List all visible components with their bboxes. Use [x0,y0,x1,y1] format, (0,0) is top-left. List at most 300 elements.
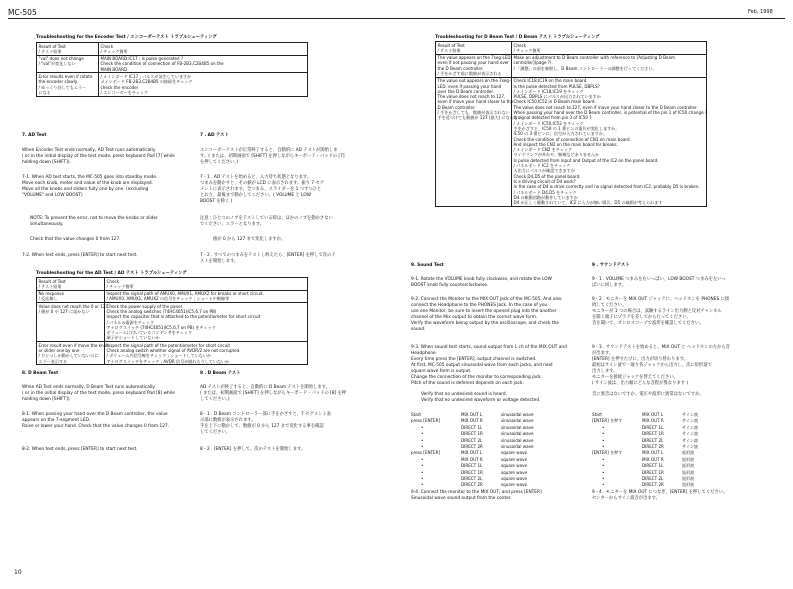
grid-cell: サイン波 [682,431,699,437]
cell-line: IC50 の 3 番ピンに、信号が入力されていますか。 [513,131,608,137]
check-cell [105,303,307,341]
text-line: す。( または、初期画面で [SHIFT] を押しながらキーボード・パッドの [7] [200,154,345,159]
dbeam-step-1 [22,412,169,430]
dbeam-intro-ja [200,385,346,403]
cell-line: / メインボード CN2 をチェック [513,147,573,153]
sound-step-2-ja [592,297,729,327]
text-line: Move each knob, meter and value of the knob are displayed. [22,181,153,186]
text-line: NOTE: To prevent the error, not to move the knobs or slider [30,216,158,221]
cell-line: / エンコーダーをチェック [100,89,149,95]
grid-cell: DIRECT 1R [461,431,483,437]
grid-cell: square wave [501,482,528,488]
text-line: 8-1. When passing your hand over the D Beam controller, the value [22,412,168,417]
grid-cell: MIX OUT L [642,450,664,456]
text-line: を押してください。) [200,160,239,165]
text-line: At first, MC-505 output sinusoidal wave from each jacks, and next [411,363,553,368]
text-line: ストを開始します。 [200,259,239,264]
cell-line: Check [106,278,120,284]
grid-cell: • [421,476,424,482]
grid-cell: square wave [501,469,528,475]
grid-cell: • [421,437,424,443]
grid-row [411,482,571,488]
grid-cell: Start [592,412,603,417]
page-number: 10 [14,569,22,576]
check-cell [512,55,706,77]
grid-cell: DIRECT 1L [461,424,483,430]
grid-cell: DIRECT 1L [642,463,664,469]
sound-test-heading: 9. Sound Test [411,263,444,268]
cell-line: Is pulse detected from input and Output of the IC2 on the panel board. [513,157,659,163]
grid-cell: • [602,463,605,469]
grid-cell: MIX OUT R [642,418,664,424]
cell-line: over the D Beam controller. [437,88,494,94]
text-line: 最初はサイン波で一通り各ジャックから出力し、次に矩形波で [592,363,712,368]
cell-line: / チェック箇所 [106,283,134,289]
cell-line: ボリュームに付いているコンデンサをチェック [106,330,193,336]
text-line: モニターを接続ジャックを替えてください。 [592,375,678,380]
cell-line: D4 が正しく駆動されていて、IC2 に入力が無い場合、D5 の破損が考えられます [513,200,663,206]
grid-cell: MIX OUT R [642,456,664,462]
cell-line: エラー表示する [38,358,68,364]
cell-line: PULSE, DBPLS にパルスが出力されていますか [513,94,601,100]
text-line: ( or in the initial display of the test mode, press keyboard Pad [8] while [22,391,175,396]
check-cell [512,78,709,206]
text-line: BOOST を除く ) [200,199,233,204]
table-row [37,290,307,303]
grid-cell: square wave [501,476,528,482]
cell-line: D4 の駆動回路が動作していますか [513,194,578,200]
cell-line: / 「調整」の項を参照し、D Beam コントローラーの調整を行ってください。 [513,65,657,71]
cell-line: / テスト結果 [38,48,62,54]
grid-cell: MIX OUT L [642,412,664,417]
grid-cell: DIRECT 2L [461,437,483,443]
cell-line: The value does not reach to 127, even if move your hand closer to the D Beam controller. [513,104,698,110]
dbeam-table-title: Troubleshooting for D Beam Test / D Beam テスト トラブルシューティング [435,35,600,40]
cell-line: Error result even if move the knob [38,342,109,348]
ad-test-intro-ja [200,148,345,166]
cell-line: Check the power supply of the panel [106,303,182,309]
table-row [37,302,307,341]
document-date: Feb, 1998 [748,9,773,15]
ad-table-title: Troubleshooting for the AD Test / AD テスト トラブルシューティング [36,271,187,276]
cell-line: Result of Test [38,278,66,284]
grid-cell: • [421,444,424,450]
cell-line: When passing your hand over the D Beam controller, is potential of the pin 1 of IC50 change ? [513,110,708,116]
cell-line: Result of Test [437,42,465,48]
text-line: AD テストが終了すると、自動的に D Beam テストを開始します。 [200,385,330,390]
text-line: が出ます。 [592,351,614,356]
sound-output-grid [411,412,571,489]
grid-cell: DIRECT 1R [461,469,483,475]
text-line: してください。) [200,397,230,402]
grid-cell: DIRECT 2L [642,437,664,443]
grid-cell: square wave [501,456,528,462]
cell-line: In the case of D4 is drive correctly and no signal detected from IC2, probably D5 is broken. [513,184,700,190]
text-line: とおり、最後まで動かしてください。( VOLUME と LOW [200,193,311,198]
cell-line: になる [38,89,51,95]
grid-cell: サイン波 [682,437,699,443]
cell-line: / メインボード IC50,IC52 をチェック [513,120,584,126]
text-line: "VOLUME" and LOW BOOST) [22,193,83,198]
result-cell [37,56,99,73]
cell-line: No response [38,291,64,297]
text-line: ( or in the initial display of the test mode, press keyboard Pad [7] while [22,154,175,159]
grid-cell: サイン波 [682,444,699,450]
grid-cell: DIRECT 2R [642,444,664,450]
result-cell [436,78,523,206]
cell-line: controller](page ?). [513,60,553,66]
sound-step-4-ja [592,490,727,502]
sound-step-3-ja [592,345,730,387]
grid-cell: [ENTER] を押す [592,418,623,424]
text-line: 7 - 1 . AD テストを始めると、入力待ち状態となります。 [200,175,312,180]
table-row [37,55,307,73]
grid-cell: MIX OUT R [461,456,483,462]
text-line: 手を上下に動かして、数値が 0 から 127 まで変化する事を確認 [200,424,324,429]
cell-line: Is the pulse detected from PULSE, DBPLS? [513,83,600,89]
cell-line: / AMUX0, AMUX1, AMUX2 の信号をチェック ; ショートや断線等 [106,296,230,302]
text-line: Headphone. [411,351,438,356]
grid-cell: sinusoidal wave [501,412,534,417]
grid-cell: • [421,456,424,462]
grid-cell: • [602,476,605,482]
grid-cell: sinusoidal wave [501,444,534,450]
grid-cell: MIX OUT R [461,418,483,424]
cell-line: Error results even if rotate [38,73,93,79]
table-row [37,341,307,364]
cell-line: / パネルボード IC2 をチェック [513,163,571,169]
dbeam-step-2-ja: 8 - 2 . [ENTER] を押して、次のテストを開始します。 [200,447,306,452]
text-line: メントに表示されます。全つまみ、スライダーを 1 つずつひと [200,187,322,192]
cell-line: 入出力にパルスが確認できますか [513,168,575,174]
text-line: channel of the Mix output to obtain the correct wave form. [411,315,538,320]
text-line: Every time press the [ENTER], output channel is switched. [411,357,537,362]
cell-line: Value does not reach the 0 or 127 [38,303,109,309]
check-cell [99,43,307,55]
dbeam-intro [22,385,175,403]
grid-cell: • [421,431,424,437]
cell-line: / 値が 0 や 127 に届かない [38,308,90,314]
grid-cell: DIRECT 1L [642,424,664,430]
text-line: sound. [411,327,426,332]
grid-cell: DIRECT 2L [642,476,664,482]
text-line: holding down [SHIFT]). [22,160,71,165]
grid-cell: • [602,424,605,430]
cell-line: / パネルボード D4,D5 をチェック [513,189,577,195]
ad-check-ja: 値が 0 から 127 まで変化しますか。 [213,237,286,242]
cell-line: 手をかざすと、IC50 の 1 番ピンの電位が変化しますか。 [513,125,620,131]
text-line: Verify that no undesired sound is heard. [421,392,508,397]
grid-cell: • [602,482,605,488]
result-cell [37,278,105,290]
cell-line: Check [513,42,527,48]
text-line: センターからサイン波音が出ます。 [592,496,660,501]
grid-cell: • [602,444,605,450]
grid-cell: • [421,463,424,469]
table-row [436,54,706,77]
grid-cell: sinusoidal wave [501,431,534,437]
text-line: simultaneously. [30,222,64,227]
cell-line: 端子がショートしていないか [106,335,160,341]
cell-line: Result of Test [38,43,66,49]
dbeam-step-1-ja [200,412,331,436]
grid-cell: Start [411,412,422,417]
cell-line: / チェック箇所 [100,48,128,54]
cell-line: アナログスイッチ (74HC4051)IC5,6,7 on PB) をチェック [106,324,216,330]
grid-cell: 矩形波 [682,469,695,475]
grid-cell: square wave [501,450,528,456]
cell-line: / 手をかざす前に数値が表示される [437,70,502,76]
cell-line: / 手をかざしても、数値が表示されない [437,110,510,116]
cell-line: / テスト結果 [437,47,461,53]
text-line: appears on the 7-segment LED. [22,418,91,423]
ad-step-1-ja [200,175,324,205]
ad-test-heading-ja: 7 . AD テスト [200,133,229,138]
check-cell [105,291,307,303]
text-line: 9 - 2 . モニターを MIX OUT ジャックに、ヘッドホンを PHONES に接 [592,297,730,302]
text-line: 9 - 1 . VOLUME つまみを右いっぱい、LOW BOOST つまみを左いっ [592,277,726,282]
sound-step-1 [411,277,552,289]
table-row [37,72,307,95]
grid-cell: サイン波 [682,418,699,424]
cell-line: アナログスイッチをチェック ; AVDR 信号が崩れたりしていないか [106,358,230,364]
text-line: 9-3. When sound test starts, sound output from L ch of the MIX OUT and [411,345,567,350]
text-line: 続してください。 [592,303,627,308]
cell-line: check the encoder [100,84,139,90]
cell-line: / パネルの電源をチェック [106,319,155,325]
cell-line: or slider one by one [38,348,80,354]
ad-note-ja [200,216,333,228]
grid-cell: • [602,431,605,437]
check-cell [99,73,307,95]
cell-line: Check the analog switches (74HC4051)IC5,6,7 on PB) [106,308,217,314]
text-line: してください。 [200,430,231,435]
sound-verify-ja: 音に異音はないですか。電圧や波形に異常はないですか。 [592,392,704,397]
grid-cell: [ENTER] を押す [592,450,623,456]
grid-cell: MIX OUT L [461,450,483,456]
cell-line: ワイヤリングが外れや、断線などありませんか [513,152,600,158]
text-line: 9-4. Connect the monitor to the MIX OUT, and press [ENTER]. [411,490,544,495]
sound-test-heading-ja: 9 . サウンドテスト [592,263,630,268]
ad-test-intro [22,148,175,166]
table-header-row [436,42,706,54]
dbeam-test-heading-ja: 8 . D Beam テスト [200,371,241,376]
cell-line: / ボリューム内信号線をチェック ; ショートしていないか [106,353,212,359]
cell-line: D Beam controller. [437,104,476,110]
cell-line: / ひとつしか動かしていないのに [38,353,99,359]
dbeam-troubleshoot-table [435,41,707,207]
cell-line: Check analog switch whether signal of AVDR/2 are not corrupted. [106,348,241,354]
text-line: 9-2. Connect the Monitor to the MIX OUT Jack of the MC-505. And also [411,297,562,302]
encoder-table-title: Troubleshooting for the Encoder Test / エンコーダーテスト トラブルシューティング [36,35,217,40]
grid-cell: MIX OUT L [461,412,483,417]
grid-cell: DIRECT 2R [461,444,483,450]
text-line: を開く端子にプラグを差してから行ってください。 [592,315,691,320]
text-line: Verify that no undesired waveform or voltage detected. [421,398,541,403]
grid-cell: サイン波 [682,412,699,417]
encoder-troubleshoot-table [36,42,308,97]
dbeam-test-heading: 8. D Beam Test [22,371,59,376]
text-line: 示部に数値が表示されます。 [200,418,256,423]
grid-cell: • [602,469,605,475]
result-cell [37,73,99,95]
text-line: 9-1. Rotate the VOLUME knob fully clockwise, and rotate the LOW [411,277,552,282]
text-line: モニターが 1 つの場合は、試験するライン出力側と反対チャンネル [592,309,722,314]
result-cell [37,43,99,55]
text-line: connect the Headphone to the PHONES Jack. In the case of you [411,303,548,308]
text-line: 9 - 3 . サウンドテストを始めると、MIX OUT と ヘッドホンの左から音 [592,345,730,350]
text-line: 9 - 4 . モニターを MIX OUT につなぎ、[ENTER] を押してください。 [592,490,728,495]
cell-line: / チェック箇所 [513,47,541,53]
cell-line: even if move your hand closer to the [437,99,514,105]
grid-cell: press [ENTER] [411,450,441,456]
grid-cell: sinusoidal wave [501,437,534,443]
text-line: Raise or lower your hand. Check that the value changes 0 from 127. [22,424,170,429]
cell-line: Check the condition of connection of CN1 on main board. [513,136,631,142]
ad-step-2: 7-2. When test ends, press [ENTER] to start next test. [22,253,138,258]
sound-step-2 [411,297,562,333]
sound-step-1-ja [592,277,726,289]
grid-cell: DIRECT 2L [461,476,483,482]
text-line: 出力します。 [592,369,618,374]
text-line: 7 - 2 . すべてのつまみをテストし終えたら、[ENTER] を押して次のテ [200,253,336,258]
text-line: エンコーダーテストが正常終了すると、自動的に AD テストが開始しま [200,148,338,153]
cell-line: "val" does not change [38,56,84,62]
grid-cell: • [421,469,424,475]
cell-line: Is signal detected from pin 3 of IC50 ? [513,115,592,121]
text-line: holding down [SHIFT]). [22,397,71,402]
cell-line: メインボード FB-2B3,C2B4B5 の接続をチェック [100,79,193,85]
ad-test-heading: 7. AD Test [22,133,47,138]
cell-line: Inspect the signal path of the potentiometer for short circuit [106,342,231,348]
grid-cell: • [602,456,605,462]
sound-verify [421,392,540,404]
text-line: Verify the waveform being output by the oscilloscope, and check the [411,321,559,326]
grid-cell: press [ENTER] [411,418,441,424]
text-line: When AD Test ends normally, D Beam Test runs automatically. [22,385,156,390]
ad-note [30,216,158,228]
cell-line: Check IC50,IC52 in D Beam main board. [513,99,596,105]
check-cell [512,42,706,54]
result-cell [37,291,105,303]
grid-cell: • [421,482,424,488]
cell-line: / 反応無し [38,296,58,302]
text-line: 7-1. When AD test starts, the MC-505 goes into standby mode. [22,175,158,180]
ad-check: Check that the value changes 0 from 127. [30,237,121,242]
cell-line: / ゆっくり回してもエラー [38,84,87,90]
text-line: Pitch of the sound is deferent depends on each jack. [411,381,524,386]
text-line: ( サイン波は、出力順にどんな音程が異なります ) [592,381,689,386]
cell-line: the encoder slowly. [38,79,78,85]
cell-line: Is a driving circuit of D4 work? [513,178,576,184]
cell-line: / "val"が変化しない [38,61,76,67]
sound-step-4 [411,490,543,502]
model-name: MC-505 [8,8,37,17]
ad-troubleshoot-table [36,277,308,365]
grid-cell: DIRECT 2R [461,482,483,488]
grid-cell: 矩形波 [682,476,695,482]
grid-cell: 矩形波 [682,450,695,456]
grid-cell: sinusoidal wave [501,424,534,430]
result-cell [436,42,512,54]
grid-cell: 矩形波 [682,456,695,462]
cell-line: And inspect the CN2 on the main board for breaks. [513,141,618,147]
cell-line: Make an adjustment to D Beam controller with reference to [Adjusting D Beam [513,55,675,61]
grid-cell: DIRECT 1R [642,431,664,437]
text-line: [ENTER] を押すたびに、出力が切り替わります。 [592,357,688,362]
grid-cell: DIRECT 1R [642,469,664,475]
cell-line: Inspect the signal path of AMUX0, AMUX1, AMUX2 for breaks or short circuit. [106,291,264,297]
cell-line: Check D4,D5 of the panel board. [513,173,581,179]
text-line: つまみを動かすと、その値が LCD に表示されます。振り 7 セグ [200,181,324,186]
table-row [436,77,706,206]
cell-line: MAIN BOARD IC17 ; is pulse generated ? [100,56,184,62]
text-line: Move all the knobs and sliders fully one by one. (excluding [22,187,149,192]
table-header-row [37,43,307,55]
text-line: use one Monitor, be sure to insert the opened plug into the another [411,309,557,314]
cell-line: the D Beam controller. [437,65,484,71]
grid-cell: サイン波 [682,424,699,430]
cell-line: The value not appears on the 7seg- [437,78,511,84]
cell-line: LED, even if passing your hand [437,83,502,89]
sound-output-grid-ja [592,412,732,489]
ad-step-1 [22,175,157,199]
check-cell [105,342,307,364]
text-line: 音を聞いて、オシロスコープで波形を確認してください。 [592,321,704,326]
grid-cell: • [602,437,605,443]
result-cell [37,342,109,364]
cell-line: The value does not reach to 127, [437,94,506,100]
text-line: でください。エラーとなります。 [200,222,265,227]
grid-cell: DIRECT 2R [642,482,664,488]
text-line: ( または、初期画面で [SHIFT] を押しながらキーボード・パッドの [8] を押 [200,391,347,396]
table-header-row [37,278,307,290]
cell-line: The value appears on the 7seg-LED, [437,55,512,61]
check-cell [99,56,307,73]
cell-line: 手を近づけても数値が 127 (最大) にならない [437,115,523,121]
grid-cell: • [421,424,424,430]
grid-cell: 矩形波 [682,463,695,469]
text-line: BOOST knob fully counterclockwise. [411,283,489,288]
cell-line: Check [100,43,114,49]
grid-cell: 矩形波 [682,482,695,488]
cell-line: / メインボード IC18,IC19 をチェック [513,88,584,94]
text-line: 注意 : ひとつのノブをテストしている時は、ほかのノブを動かさない [200,216,333,221]
check-cell [105,278,307,290]
text-line: Change the connection of the monitor to corresponding jack. [411,375,543,380]
result-cell [436,55,512,77]
text-line: ぱいに回します。 [592,283,627,288]
dbeam-step-2: 8-2. When test ends, press [ENTER] to start next test. [22,447,138,452]
cell-line: Inspect the capacitor that is attached to the potentiometer for short circuit [106,314,261,320]
header-rule [8,18,785,19]
grid-cell: square wave [501,463,528,469]
text-line: Sinusoidal wave sound output from the center. [411,496,512,501]
text-line: square wave form is output. [411,369,472,374]
cell-line: even if not passing your hand over [437,60,509,66]
cell-line: Check IC18,IC19 on the main board. [513,78,588,84]
result-cell [37,303,109,341]
cell-line: / テスト結果 [38,283,62,289]
cell-line: MAIN BOARD [100,66,128,72]
text-line: When Encoder Test ends normally, AD Test runs automatically. [22,148,156,153]
cell-line: / メインボード IC17 ; パルスが発生していますか [100,73,192,79]
ad-step-2-ja [200,253,336,265]
sound-step-3 [411,345,567,387]
grid-row [592,482,732,488]
text-line: 8 - 1 . D Beam コントローラー部に手をかざすと、7 セグメント表 [200,412,331,417]
cell-line: Check the condition of connection of FB-2B3,C2B4B5 on the [100,61,224,67]
